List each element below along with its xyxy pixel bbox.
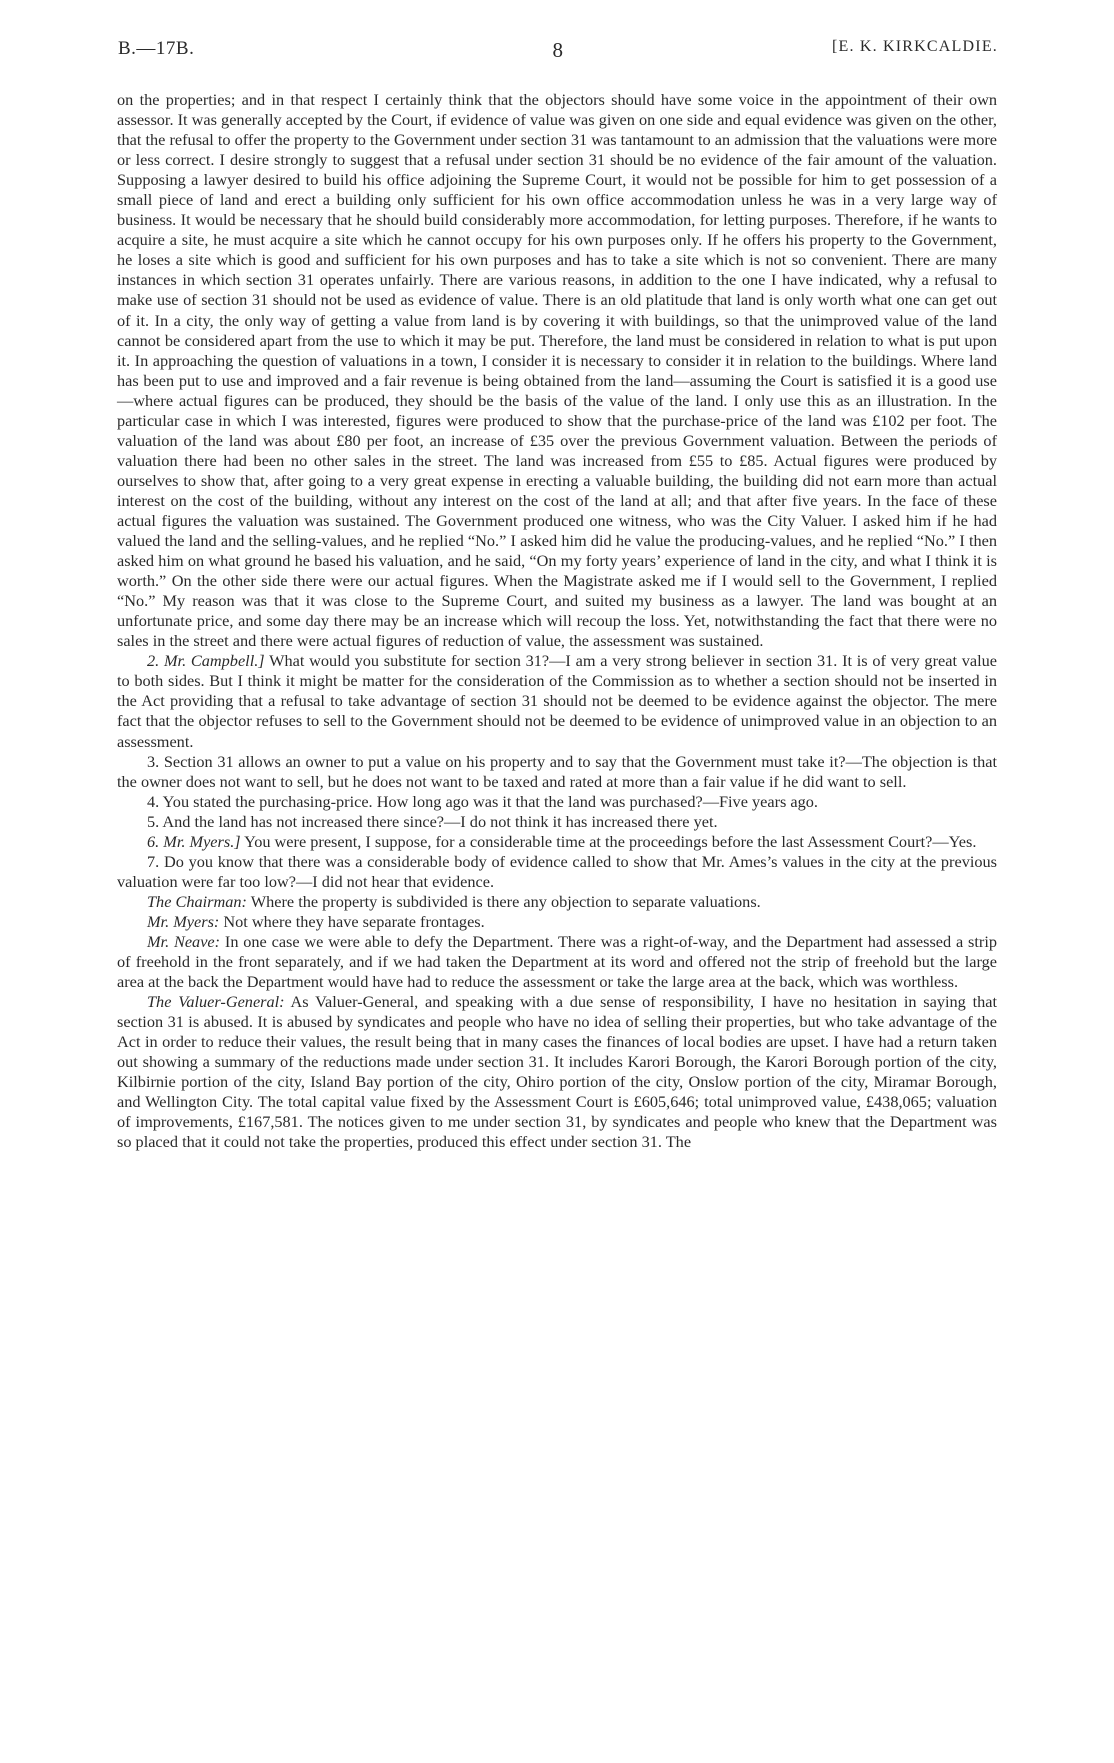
paragraph: 3. Section 31 allows an owner to put a value on his property and to say that the Government must take it?—The objection is that the owner does not want to sell, but he does not want to be taxed and rated at more than a fair value if he did want to sell.	[117, 751, 997, 791]
paragraph: 4. You stated the purchasing-price. How long ago was it that the land was purchased?—Five years ago.	[147, 791, 818, 811]
page-number: 8	[552, 38, 564, 62]
paragraph: 5. And the land has not increased there since?—I do not think it has increased there yet.	[147, 811, 718, 831]
paragraph: on the properties; and in that respect I certainly think that the objectors should have some voice in the appointment of their own assessor. It was generally accepted by the Court, if evidence of value was given on one side and equal evidence was given on the other, that the refusal to offer the property to the Government under section 31 was tantamount to an admission that the valuations were more or less correct. I desire strongly to suggest that a refusal under section 31 should be no evidence of the fair amount of the valuation. Supposing a lawyer desired to build his office adjoining the Supreme Court, it would not be possible for him to get possession of a small piece of land and erect a building only sufficient for his own office accommodation unless he was in a very large way of business. It would be necessary that he should build considerably more accommodation, for letting purposes. Therefore, if he wants to acquire a site, he must acquire a site which he cannot occupy for his own purposes only. If he offers his property to the Government, he loses a site which is good and sufficient for his own purposes and has to take a site which is not so convenient. There are many instances in which section 31 operates unfairly. There are various reasons, in addition to the one I have indicated, why a refusal to make use of section 31 should not be used as evidence of value. There is an old platitude that land is only worth what one can get out of it. In a city, the only way of getting a value from land is by covering it with buildings, so that the unimproved value of the land cannot be considered apart from the use to which it may be put. Therefore, the land must be considered in relation to what is put upon it. In approaching the question of valuations in a town, I consider it is necessary to consider it in relation to the buildings. Where land has been put to use and improved and a fair revenue is being obtained from the land—assuming the Court is satisfied it is a good use—where actual figures can be produced, they should be the basis of the value of the land. I only use this as an illustration. In the particular case in which I was interested, figures were produced to show that the purchase-price of the land was £102 per foot. The valuation of the land was about £80 per foot, an increase of £35 over the previous Government valuation. Between the periods of valuation there had been no other sales in the street. The land was increased from £55 to £85. Actual figures were produced by ourselves to show that, after going to a very great expense in erecting a valuable building, the building did not earn more than actual interest on the cost of the building, without any interest on the cost of the land at all; and that after five years. In the face of these actual figures the valuation was sustained. The Government produced one witness, who was the City Valuer. I asked him if he had valued the land and the selling-values, and he replied “No.” I asked him did he value the producing-values, and he replied “No.” I then asked him on what ground he based his valuation, and he said, “On my forty years’ experience of land in the city, and what I think it is worth.” On the other side there were our actual figures. When the Magistrate asked me if I would sell to the Government, I replied “No.” My reason was that it was close to the Supreme Court, and suited my business as a lawyer. The land was bought at an unfortunate price, and some day there may be an increase which will recoup the loss. Yet, notwithstanding the fact that there were no sales in the street and there were actual figures of reduction of value, the assessment was sustained.	[117, 90, 997, 651]
paragraph: The Valuer-General: As Valuer-General, and speaking with a due sense of responsibility, I have no hesitation in saying that section 31 is abused. It is abused by syndicates and people who have no idea of selling their properties, but who take advantage of the Act in order to reduce their values, the result being that in many cases the finances of local bodies are upset. I have had a return taken out showing a summary of the reductions made under section 31. It includes Karori Borough, the Karori Borough portion of the city, Kilbirnie portion of the city, Island Bay portion of the city, Ohiro portion of the city, Onslow portion of the city, Miramar Borough, and Wellington City. The total capital value fixed by the Assessment Court is £605,646; total unimproved value, £438,065; valuation of improvements, £167,581. The notices given to me under section 31, by syndicates and people who knew that the Department was so placed that it could not take the properties, produced this effect under section 31. The	[117, 992, 997, 1152]
speaker-label: The Chairman:	[147, 891, 247, 911]
speaker-label: 2. Mr. Campbell.]	[147, 651, 265, 671]
speaker-label: Mr. Myers:	[147, 911, 220, 931]
speaker-label: Mr. Neave:	[147, 931, 221, 951]
paragraph: Mr. Myers: Not where they have separate frontages.	[147, 911, 485, 931]
paragraph: The Chairman: Where the property is subdivided is there any objection to separate valuations.	[147, 891, 761, 911]
paper-reference: B.—17B.	[118, 38, 195, 59]
page-header	[118, 38, 998, 68]
paragraph: 2. Mr. Campbell.] What would you substitute for section 31?—I am a very strong believer in section 31. It is of very great value to both sides. But I think it might be matter for the consideration of the Commission as to whether a section should not be inserted in the Act providing that a refusal to take advantage of section 31 should not be deemed to be evidence against the objector. The mere fact that the objector refuses to sell to the Government should not be deemed to be evidence of unimproved value in an objection to an assessment.	[117, 651, 998, 751]
speaker-label: The Valuer-General:	[147, 992, 285, 1012]
paragraph: 7. Do you know that there was a considerable body of evidence called to show that Mr. Ames’s values in the city at the previous valuation were far too low?—I did not hear that evidence.	[117, 851, 997, 891]
document-body	[117, 90, 997, 1152]
paragraph: 6. Mr. Myers.] You were present, I suppose, for a considerable time at the proceedings before the last Assessment Court?—Yes.	[147, 831, 977, 851]
paragraph: Mr. Neave: In one case we were able to defy the Department. There was a right-of-way, and the Department had assessed a strip of freehold in the front separately, and if we had taken the Department at its word and offered not the strip of freehold but the large area at the back the Department would have had to reduce the assessment or take the large area at the back, which was worthless.	[117, 931, 997, 992]
witness-name: [E. K. KIRKCALDIE.	[831, 38, 998, 55]
speaker-label: 6. Mr. Myers.]	[147, 831, 241, 851]
